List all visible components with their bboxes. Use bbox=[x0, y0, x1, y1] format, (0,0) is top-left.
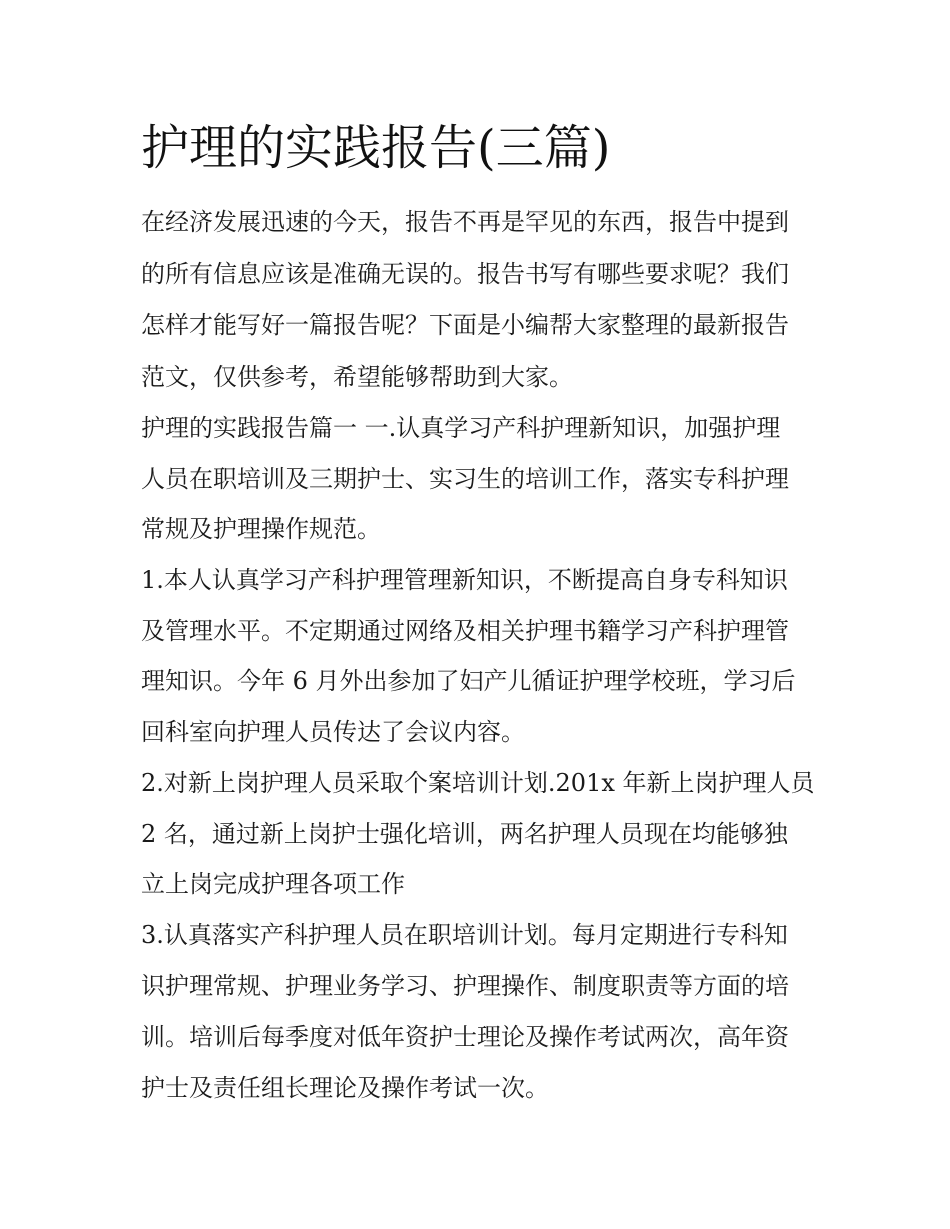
text-line: 人员在职培训及三期护士、实习生的培训工作，落实专科护理 bbox=[141, 465, 789, 493]
text-line: 立上岗完成护理各项工作 bbox=[141, 870, 405, 898]
text-line: 1.本人认真学习产科护理管理新知识，不断提高自身专科知识 bbox=[141, 566, 788, 594]
text-line: 回科室向护理人员传达了会议内容。 bbox=[141, 718, 525, 746]
text-line: 护理的实践报告篇一 一.认真学习产科护理新知识，加强护理 bbox=[141, 414, 781, 442]
text-line: 训。培训后每季度对低年资护士理论及操作考试两次，高年资 bbox=[141, 1023, 789, 1051]
text-line: 理知识。今年 6 月外出参加了妇产儿循证护理学校班，学习后 bbox=[141, 667, 796, 695]
text-line: 及管理水平。不定期通过网络及相关护理书籍学习产科护理管 bbox=[141, 617, 789, 645]
text-line: 2.对新上岗护理人员采取个案培训计划.201x 年新上岗护理人员 bbox=[141, 769, 815, 797]
text-line: 范文，仅供参考，希望能够帮助到大家。 bbox=[141, 363, 573, 391]
text-line: 护士及责任组长理论及操作考试一次。 bbox=[141, 1074, 549, 1102]
text-line: 识护理常规、护理业务学习、护理操作、制度职责等方面的培 bbox=[141, 972, 789, 1000]
text-line: 常规及护理操作规范。 bbox=[141, 515, 381, 543]
text-line: 怎样才能写好一篇报告呢？下面是小编帮大家整理的最新报告 bbox=[141, 311, 789, 339]
text-line: 2 名，通过新上岗护士强化培训，两名护理人员现在均能够独 bbox=[141, 820, 788, 848]
text-line: 的所有信息应该是准确无误的。报告书写有哪些要求呢？我们 bbox=[141, 260, 789, 288]
text-line: 3.认真落实产科护理人员在职培训计划。每月定期进行专科知 bbox=[141, 921, 788, 949]
text-line: 在经济发展迅速的今天，报告不再是罕见的东西，报告中提到 bbox=[141, 208, 789, 236]
document-title: 护理的实践报告(三篇) bbox=[141, 120, 611, 176]
